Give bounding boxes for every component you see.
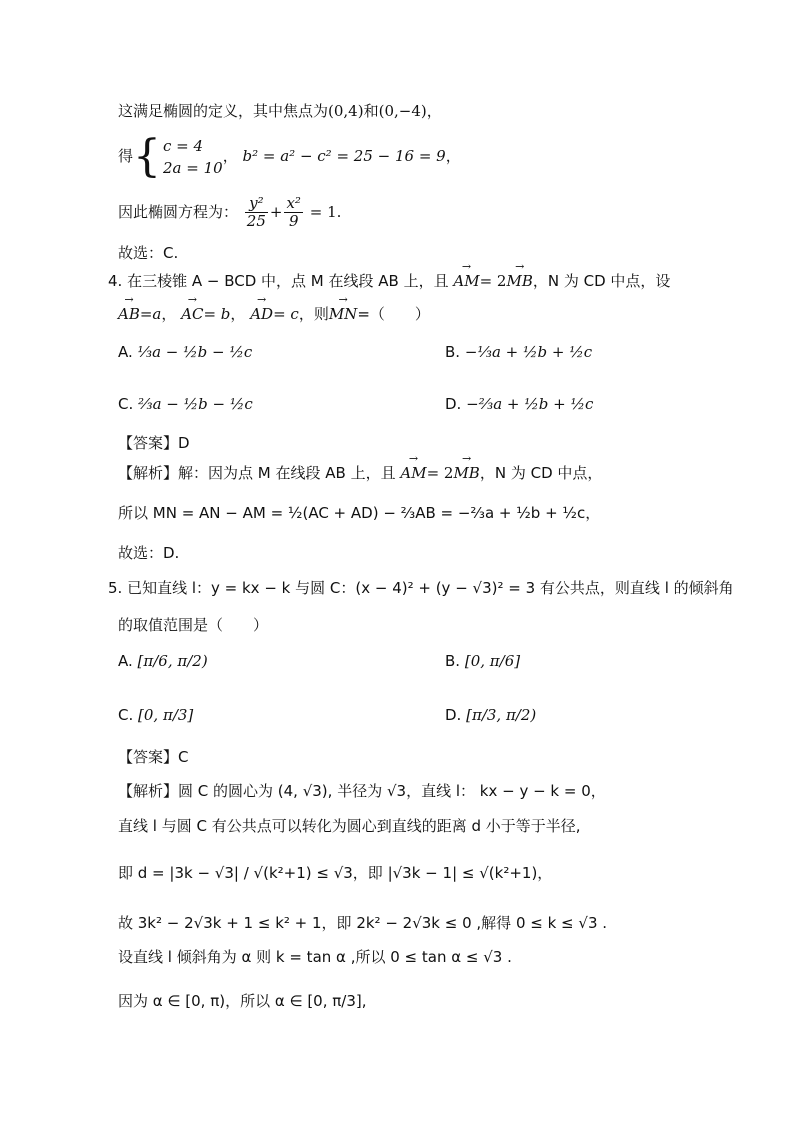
q5-answer: 【答案】C [118, 748, 189, 766]
q5-analysis-2: 直线 l 与圆 C 有公共点可以转化为圆心到直线的距离 d 小于等于半径, [118, 817, 581, 835]
q4-stem-line2: → AB=a， → AC= b， → AD= c，则→ MN=（ ） [118, 303, 430, 325]
q5-option-d[interactable]: D. [π/3, π/2) [445, 706, 537, 724]
q5-analysis-3: 即 d = |3k − √3| / √(k²+1) ≤ √3，即 |√3k − 1| ≤ √(k²+1)， [118, 864, 553, 882]
system-line: 得{ c = 4 2a = 10 ， b² = a² − c² = 25 − 16 = 9， [118, 130, 461, 182]
q4-option-d[interactable]: D. −⅔a + ½b + ½c [445, 395, 594, 413]
q5-stem-line2: 的取值范围是（ ） [118, 616, 269, 634]
q5-option-b[interactable]: B. [0, π/6] [445, 652, 521, 670]
focus-line: 这满足椭圆的定义，其中焦点为(0,4)和(0,−4)， [118, 102, 442, 120]
q4-answer: 【答案】D [118, 434, 190, 452]
q5-analysis-1: 【解析】圆 C 的圆心为 (4, √3), 半径为 √3，直线 l： kx − y − k = 0， [118, 782, 606, 800]
q5-option-c[interactable]: C. [0, π/3] [118, 706, 194, 724]
q4-analysis-line1: 【解析】解：因为点 M 在线段 AB 上，且 → AM= 2→ MB，N 为 CD 中点， [118, 462, 602, 484]
q4-option-c[interactable]: C. ⅔a − ½b − ½c [118, 395, 253, 413]
q4-stem-line1: 4. 在三棱锥 A − BCD 中，点 M 在线段 AB 上，且 → AM= 2→ MB，N 为 CD 中点，设 [108, 270, 670, 292]
ellipse-equation-line: 因此椭圆方程为： $\frac{\text{y²}}{25}$ + $\frac{\text{x²}}{9}$ = 1. [118, 194, 342, 230]
q4-choose: 故选：D. [118, 544, 180, 562]
q4-analysis-line2: 所以 MN = AN − AM = ½(AC + AD) − ⅔AB = −⅔a + ½b + ½c， [118, 504, 601, 522]
q5-analysis-4: 故 3k² − 2√3k + 1 ≤ k² + 1，即 2k² − 2√3k ≤ 0 ,解得 0 ≤ k ≤ √3 . [118, 914, 608, 932]
q5-analysis-6: 因为 α ∈ [0, π)，所以 α ∈ [0, π/3], [118, 992, 367, 1010]
q5-analysis-5: 设直线 l 倾斜角为 α 则 k = tan α ,所以 0 ≤ tan α ≤ √3 . [118, 948, 512, 966]
choose-c: 故选：C. [118, 244, 179, 262]
q4-option-b[interactable]: B. −⅓a + ½b + ½c [445, 343, 593, 361]
q4-option-a[interactable]: A. ⅓a − ½b − ½c [118, 343, 253, 361]
q5-stem-line1: 5. 已知直线 l：y = kx − k 与圆 C：(x − 4)² + (y − √3)² = 3 有公共点，则直线 l 的倾斜角 [108, 579, 734, 597]
q5-option-a[interactable]: A. [π/6, π/2) [118, 652, 208, 670]
